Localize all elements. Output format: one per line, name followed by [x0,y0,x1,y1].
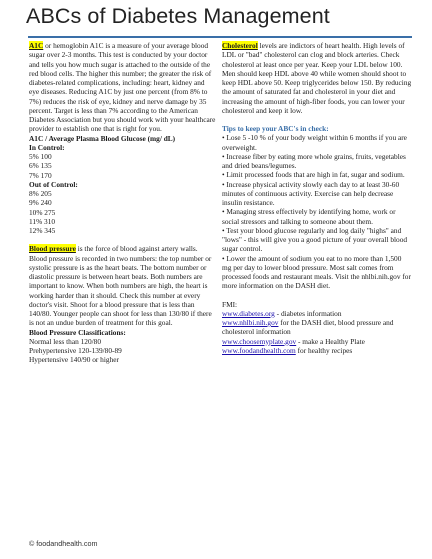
out-control-row: 12% 345 [29,226,56,235]
bp-class-row: Prehypertensive 120-139/80-89 [29,346,122,355]
link-desc: - diabetes information [274,308,342,318]
page-title: ABCs of Diabetes Management [26,4,330,28]
fmi-link-row [222,346,412,355]
out-control-row: 9% 240 [29,198,52,208]
tip-item: • Lose 5 -10 % of your body weight within 6 months if you are overweight. [222,133,407,152]
tip-item: • Lower the amount of sodium you eat to no more than 1,500 mg per day to lower blood pressure. Most salt comes from processed foods and restaurant meals. Visit the nhlbi.nih.gov for more information on the DASH diet. [222,253,411,291]
copyright-footer: © foodandhealth.com [29,539,98,548]
in-control-row: 7% 170 [29,170,52,180]
title-rule [28,36,412,38]
fmi-link-row [222,318,412,337]
link-choosemyplate[interactable]: www.choosemyplate.gov [222,336,297,346]
out-control-row: 8% 205 [29,189,52,198]
out-control-row: 11% 310 [29,216,56,226]
a1c-text: or hemoglobin A1C is a measure of your average blood sugar over 2-3 months. This test is conducted by your doctor and tells you how much sugar is attached to the outside of the red blood cells. The higher this number; the greater the risk of diabetes-related complications, including: heart, kidney and eye diseases. Reducing A1C by just one percent (from 8% to 7%) reduces the risk of eye, kidney and nerve damage by 35 percent. Target is less than 7% according to the American Diabetes Association but you should work with your healthcare provider to establish one that is right for you. [29,41,216,134]
link-desc: for the DASH diet, blood pressure and cholesterol information [222,318,394,337]
tip-item: • Increase physical activity slowly each day to at least 30-60 minutes of continuous activity. Exercise can help decrease insulin resistance. [222,179,400,207]
out-control-row: 10% 275 [29,207,56,217]
bp-class-row: Normal less than 120/80 [29,336,101,346]
cholesterol-paragraph [222,41,412,115]
a1c-table-heading: A1C / Average Plasma Blood Glucose (mg/ dL) [29,133,176,143]
link-desc: - make a Healthy Plate [296,336,365,346]
in-control-label: In Control: [29,142,65,152]
link-desc: for healthy recipes [295,345,353,355]
bp-text: is the force of blood against artery walls. Blood pressure is recorded in two numbers: the top number or systolic pressure is as the heart beats. The bottom number or diastolic pressure is between heart beats. Both numbers are important to know. When both numbers are high, the heart is working harder than it should. Check this number at every doctor's visit. Shoot for a blood pressure that is less than 140/80. Younger people can shoot for less than 130/80 if there is not an undue burden of treatment for this goal. [29,244,212,328]
link-foodandhealth[interactable]: www.foodandhealth.com [222,345,296,355]
tip-item: • Limit processed foods that are high in fat, sugar and sodium. [222,170,405,180]
tip-item: • Test your blood glucose regularly and log daily "highs" and "lows" - this will give you a good picture of your overall blood sugar control. [222,225,408,254]
bp-term: Blood pressure [29,244,76,254]
tip-item: • Managing stress effectively by identifying home, work or social stressors and talking to someone about them. [222,207,396,226]
left-column [29,41,216,365]
bp-class-row: Hypertensive 140/90 or higher [29,355,119,365]
fmi-label: FMI: [222,299,238,309]
right-column [222,41,412,355]
tip-item: • Increase fiber by eating more whole grains, fruits, vegetables and dried beans/legumes. [222,151,406,170]
cholesterol-text: levels are indictors of heart health. High levels of LDL or "bad" cholesterol can clog and block arteries. Check cholesterol at least once per year. Keep your LDL below 100. Men should keep HDL above 40 while women should shoot to keep HDL above 50. Keep triglycerides below 150. By reducing the amount of saturated fat and cholesterol in your diet and increasing the amount of high-fiber foods, you can lower your cholesterol and keep it low. [222,41,412,115]
out-control-label: Out of Control: [29,179,78,189]
link-diabetes-org[interactable]: www.diabetes.org [222,308,275,318]
tips-heading: Tips to keep your ABC's in check: [222,124,329,133]
fmi-link-row [222,337,412,346]
in-control-row: 5% 100 [29,152,52,161]
bp-class-heading: Blood Pressure Classifications: [29,327,126,337]
cholesterol-term: Cholesterol [222,41,258,50]
link-nhlbi[interactable]: www.nhlbi.nih.gov [222,318,279,327]
in-control-row: 6% 135 [29,161,52,171]
a1c-paragraph [29,41,216,134]
a1c-term: A1C [29,41,44,50]
fmi-link-row [222,309,412,318]
bp-paragraph [29,244,216,327]
